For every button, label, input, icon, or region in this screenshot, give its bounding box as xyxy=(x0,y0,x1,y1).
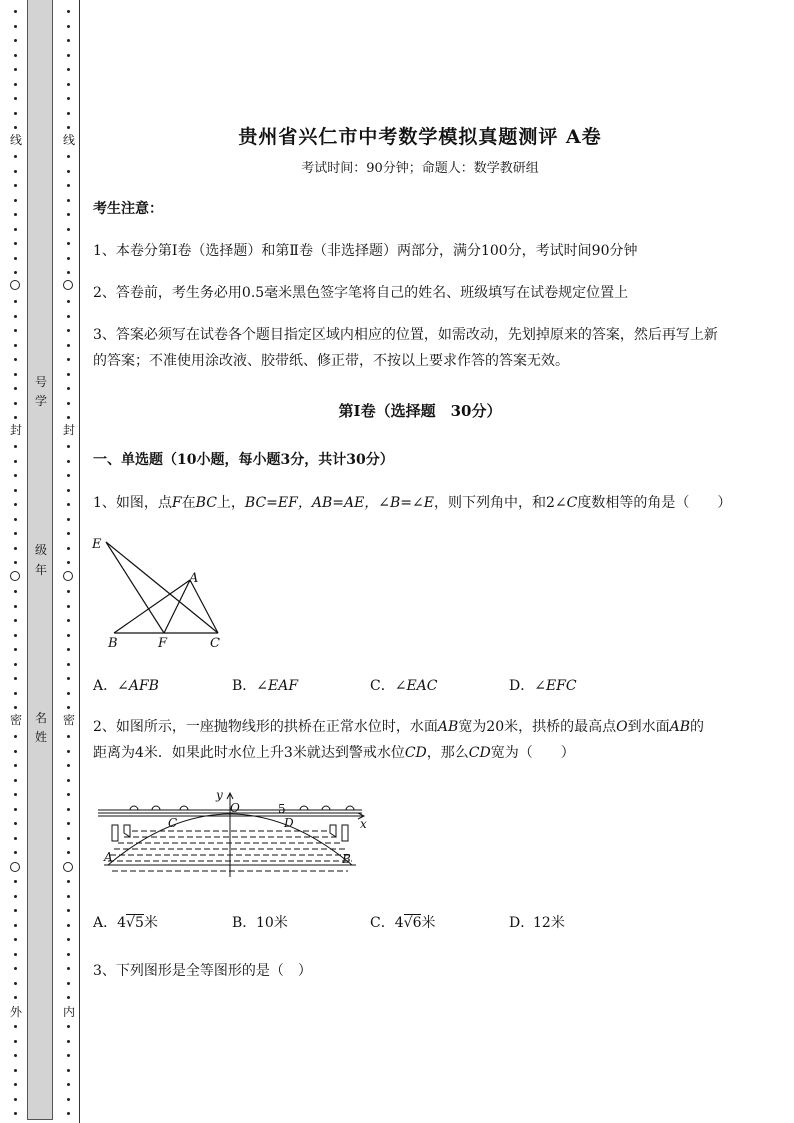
margin-dot xyxy=(14,590,17,593)
margin-dot xyxy=(14,1069,17,1072)
label-O: O xyxy=(230,801,240,815)
margin-dot xyxy=(14,315,17,318)
margin-dot xyxy=(67,358,70,361)
margin-dot xyxy=(67,83,70,86)
margin-dot xyxy=(14,155,17,158)
margin-dot xyxy=(67,996,70,999)
margin-dot xyxy=(67,547,70,550)
label-A: A xyxy=(104,850,113,864)
margin-dot xyxy=(14,663,17,666)
label-E: E xyxy=(92,537,102,552)
label-B: B xyxy=(108,636,118,651)
margin-dot xyxy=(14,837,17,840)
strip-label: 学 xyxy=(34,394,47,408)
margin-dot xyxy=(14,605,17,608)
q1-option-b[interactable]: B．∠EAF xyxy=(232,678,299,694)
margin-dot xyxy=(67,1040,70,1043)
margin-dot xyxy=(14,1112,17,1115)
margin-dot xyxy=(14,257,17,260)
margin-dot xyxy=(14,126,17,129)
margin-dot xyxy=(67,329,70,332)
margin-mark: 线 xyxy=(9,133,22,147)
margin-dot xyxy=(14,416,17,419)
margin-dot xyxy=(14,228,17,231)
margin-dot xyxy=(14,764,17,767)
margin-dot xyxy=(14,953,17,956)
margin-dot xyxy=(14,982,17,985)
margin-dot xyxy=(14,170,17,173)
question-1-figure xyxy=(90,530,230,655)
margin-dot xyxy=(67,126,70,129)
question-1-options xyxy=(93,675,748,697)
margin-dot xyxy=(67,706,70,709)
student-info-strip xyxy=(27,0,53,1120)
margin-dot xyxy=(67,97,70,100)
margin-circle xyxy=(10,571,20,581)
margin-dot xyxy=(67,1098,70,1101)
margin-dot xyxy=(67,489,70,492)
margin-dot xyxy=(67,735,70,738)
margin-dot xyxy=(67,692,70,695)
margin-dot xyxy=(14,909,17,912)
notice-heading: 考生注意： xyxy=(93,201,163,217)
margin-dot xyxy=(14,677,17,680)
label-B: B xyxy=(342,852,351,866)
outer-dot-column xyxy=(9,0,23,1123)
margin-dot xyxy=(14,402,17,405)
margin-dot xyxy=(67,228,70,231)
margin-dot xyxy=(67,112,70,115)
notice-item: 1、本卷分第I卷（选择题）和第Ⅱ卷（非选择题）两部分，满分100分，考试时间90分钟 xyxy=(93,243,638,259)
margin-dot xyxy=(67,184,70,187)
label-y: y xyxy=(216,788,223,802)
margin-dot xyxy=(14,39,17,42)
question-2-options xyxy=(93,912,748,934)
question-1-text: 1、如图，点F在BC上，BC=EF，AB=AE，∠B=∠E，则下列角中，和2∠C度数相等的角是（ ） xyxy=(93,495,732,511)
margin-dot xyxy=(14,634,17,637)
margin-dot xyxy=(14,750,17,753)
q2-option-d[interactable]: D． xyxy=(509,915,535,931)
margin-dot xyxy=(67,373,70,376)
label-C: C xyxy=(210,636,220,651)
margin-dot xyxy=(67,677,70,680)
notice-item: 3、答案必须写在试卷各个题目指定区域内相应的位置，如需改动，先划掉原来的答案，然后再写上新 xyxy=(93,327,718,343)
segment-EC xyxy=(106,542,218,633)
margin-dot xyxy=(67,895,70,898)
strip-label: 姓 xyxy=(34,730,47,744)
margin-dot xyxy=(67,982,70,985)
strip-label: 年 xyxy=(34,563,47,577)
margin-dot xyxy=(14,1025,17,1028)
margin-dot xyxy=(67,503,70,506)
margin-dot xyxy=(67,271,70,274)
margin-dot xyxy=(67,213,70,216)
margin-dot xyxy=(67,402,70,405)
margin-dot xyxy=(14,793,17,796)
margin-dot xyxy=(67,880,70,883)
margin-dot xyxy=(67,416,70,419)
margin-dot xyxy=(67,25,70,28)
margin-dot xyxy=(67,663,70,666)
margin-dot xyxy=(14,779,17,782)
margin-dot xyxy=(14,271,17,274)
margin-dot xyxy=(67,619,70,622)
part-heading: 一、单选题（10小题，每小题3分，共计30分） xyxy=(93,452,394,468)
margin-dot xyxy=(67,779,70,782)
margin-dot xyxy=(67,590,70,593)
margin-dot xyxy=(67,808,70,811)
margin-mark: 密 xyxy=(62,713,75,727)
margin-dot xyxy=(67,242,70,245)
margin-dot xyxy=(14,808,17,811)
q1-option-a[interactable]: A．∠AFB xyxy=(93,678,159,694)
margin-dot xyxy=(67,344,70,347)
strip-label: 号 xyxy=(34,375,47,389)
margin-dot xyxy=(67,605,70,608)
margin-dot xyxy=(14,474,17,477)
margin-mark: 内 xyxy=(62,1005,75,1019)
margin-dot xyxy=(14,300,17,303)
margin-dot xyxy=(14,460,17,463)
margin-dot xyxy=(67,199,70,202)
margin-dot xyxy=(14,445,17,448)
margin-dot xyxy=(14,561,17,564)
margin-circle xyxy=(10,280,20,290)
margin-dot xyxy=(67,750,70,753)
question-2-text: 2、如图所示，一座抛物线形的拱桥在正常水位时，水面AB宽为20米，拱桥的最高点O到水面AB的 距离为4米．如果此时水位上升3米就达到警戒水位CD，那么CD宽为（ ） xyxy=(93,719,705,761)
margin-mark: 外 xyxy=(9,1005,22,1019)
margin-dot xyxy=(14,1040,17,1043)
margin-dot xyxy=(14,967,17,970)
margin-dot xyxy=(67,1112,70,1115)
margin-dot xyxy=(14,1098,17,1101)
inner-dot-column xyxy=(62,0,76,1123)
margin-dot xyxy=(14,25,17,28)
margin-dot xyxy=(14,706,17,709)
margin-dot xyxy=(14,373,17,376)
margin-dot xyxy=(14,68,17,71)
margin-divider-line xyxy=(79,0,80,1123)
q2-option-b[interactable]: B． xyxy=(232,915,257,931)
margin-mark: 线 xyxy=(62,133,75,147)
margin-dot xyxy=(67,967,70,970)
margin-dot xyxy=(14,996,17,999)
margin-dot xyxy=(14,489,17,492)
margin-dot xyxy=(67,387,70,390)
segment-EF xyxy=(106,542,164,633)
margin-dot xyxy=(14,387,17,390)
margin-dot xyxy=(67,851,70,854)
margin-dot xyxy=(67,518,70,521)
label-C: C xyxy=(168,816,178,830)
margin-dot xyxy=(14,895,17,898)
segment-AC xyxy=(190,580,218,633)
q2-option-b-value: 10米 xyxy=(256,915,288,931)
margin-mark: 封 xyxy=(62,423,75,437)
margin-dot xyxy=(67,315,70,318)
margin-dot xyxy=(67,634,70,637)
margin-dot xyxy=(14,692,17,695)
margin-mark: 封 xyxy=(9,423,22,437)
margin-circle xyxy=(63,280,73,290)
notice-item: 2、答卷前，考生务必用0.5毫米黑色签字笔将自己的姓名、班级填写在试卷规定位置上 xyxy=(93,285,629,301)
margin-dot xyxy=(67,924,70,927)
margin-dot xyxy=(14,213,17,216)
margin-dot xyxy=(67,532,70,535)
margin-dot xyxy=(14,242,17,245)
margin-dot xyxy=(67,155,70,158)
margin-dot xyxy=(14,880,17,883)
margin-dot xyxy=(67,54,70,57)
margin-circle xyxy=(10,862,20,872)
margin-dot xyxy=(67,837,70,840)
label-D: D xyxy=(284,816,294,830)
label-A: A xyxy=(189,571,199,586)
margin-dot xyxy=(67,10,70,13)
margin-dot xyxy=(67,474,70,477)
notice-item-continued: 的答案；不准使用涂改液、胶带纸、修正带，不按以上要求作答的答案无效。 xyxy=(93,353,569,369)
margin-dot xyxy=(67,648,70,651)
margin-dot xyxy=(14,851,17,854)
margin-dot xyxy=(67,257,70,260)
margin-dot xyxy=(14,518,17,521)
margin-dot xyxy=(14,619,17,622)
margin-dot xyxy=(67,764,70,767)
margin-dot xyxy=(67,938,70,941)
question-3-text: 3、下列图形是全等图形的是（ ） xyxy=(93,963,312,979)
label-x: x xyxy=(360,817,367,831)
margin-dot xyxy=(67,1025,70,1028)
page-title: 贵州省兴仁市中考数学模拟真题测评 A卷 xyxy=(238,126,602,148)
margin-circle xyxy=(63,571,73,581)
margin-dot xyxy=(67,445,70,448)
segment-BA xyxy=(114,580,190,633)
margin-dot xyxy=(67,1083,70,1086)
margin-dot xyxy=(14,199,17,202)
margin-dot xyxy=(14,344,17,347)
margin-dot xyxy=(14,1083,17,1086)
page-subtitle: 考试时间：90分钟；命题人：数学教研组 xyxy=(301,161,539,176)
strip-label: 名 xyxy=(34,711,47,725)
margin-dot xyxy=(14,822,17,825)
strip-label: 级 xyxy=(34,543,47,557)
section-title: 第I卷（选择题 30分） xyxy=(338,402,502,420)
margin-mark: 密 xyxy=(9,713,22,727)
margin-dot xyxy=(14,184,17,187)
margin-dot xyxy=(67,1069,70,1072)
margin-dot xyxy=(14,10,17,13)
margin-dot xyxy=(14,532,17,535)
margin-dot xyxy=(67,561,70,564)
margin-dot xyxy=(67,39,70,42)
margin-dot xyxy=(14,735,17,738)
margin-dot xyxy=(67,909,70,912)
question-2-bridge-figure xyxy=(90,785,380,880)
margin-dot xyxy=(67,953,70,956)
margin-dot xyxy=(67,1054,70,1057)
margin-dot xyxy=(67,822,70,825)
margin-dot xyxy=(14,938,17,941)
q1-option-c[interactable]: C．∠EAC xyxy=(370,678,438,694)
margin-circle xyxy=(63,862,73,872)
q1-option-d[interactable]: D．∠EFC xyxy=(509,678,577,694)
margin-dot xyxy=(14,358,17,361)
margin-dot xyxy=(67,300,70,303)
label-F: F xyxy=(158,636,168,651)
q2-option-d-value: 12米 xyxy=(533,915,565,931)
margin-dot xyxy=(14,1054,17,1057)
deck-number-5: 5 xyxy=(278,802,286,816)
margin-dot xyxy=(14,547,17,550)
margin-dot xyxy=(14,503,17,506)
margin-dot xyxy=(14,329,17,332)
margin-dot xyxy=(14,83,17,86)
margin-dot xyxy=(14,924,17,927)
margin-dot xyxy=(67,68,70,71)
margin-dot xyxy=(67,460,70,463)
margin-dot xyxy=(67,793,70,796)
margin-dot xyxy=(14,97,17,100)
margin-dot xyxy=(14,112,17,115)
margin-dot xyxy=(14,54,17,57)
q2-option-c[interactable]: C．4√6米 xyxy=(370,915,436,931)
q2-option-a[interactable]: A．4√5米 xyxy=(93,915,158,931)
margin-dot xyxy=(14,648,17,651)
margin-dot xyxy=(67,170,70,173)
